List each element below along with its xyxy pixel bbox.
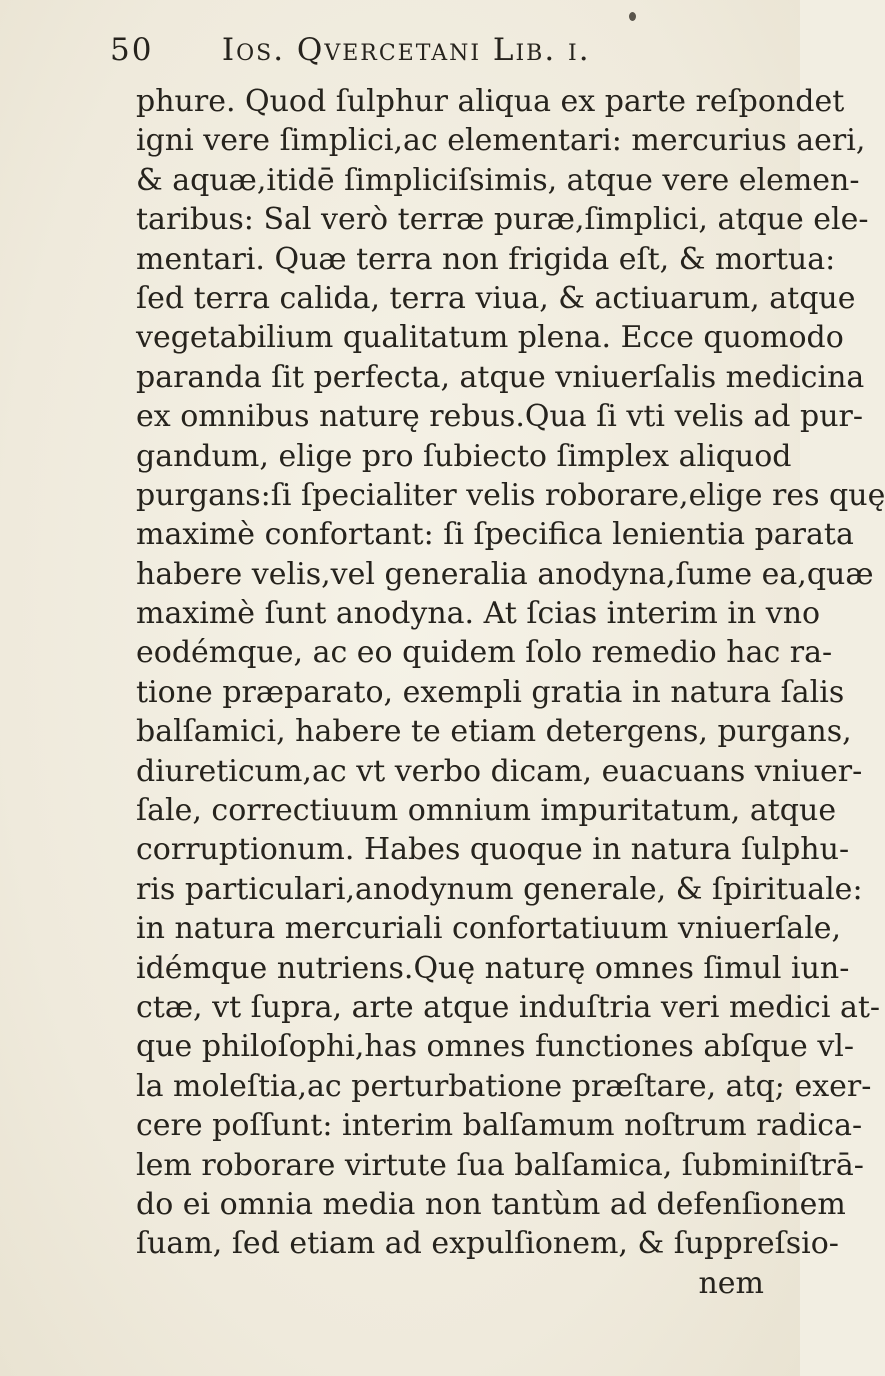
text-line: paranda ſit perfecta, atque vniuerſalis medicina: [136, 359, 865, 395]
text-line: taribus: Sal verò terræ puræ,ſimplici, atque ele-: [136, 202, 869, 238]
text-line: maximè ſunt anodyna. At ſcias interim in vno: [136, 596, 821, 632]
text-line: mentari. Quæ terra non frigida eſt, & mortua:: [136, 241, 836, 277]
body-text: [136, 82, 885, 1303]
running-title: Ios. Qvercetani Lib. i.: [221, 32, 591, 68]
text-line: igni vere ſimplici,ac elementari: mercurius aeri,: [136, 123, 866, 159]
text-line: ſuam, ſed etiam ad expulſionem, & ſuppreſsio-: [136, 1226, 839, 1262]
text-line: gandum, elige pro ſubiecto ſimplex aliquod: [136, 438, 792, 474]
text-line: & aquæ,itidē ſimpliciſsimis, atque vere elemen-: [136, 162, 860, 198]
text-line: ris particulari,anodynum generale, & ſpirituale:: [136, 871, 863, 907]
text-line: ſed terra calida, terra viua, & actiuarum, atque: [136, 280, 856, 316]
page-number: 50: [110, 32, 154, 68]
text-line: cere poſſunt: interim balſamum noſtrum radica-: [136, 1108, 863, 1144]
text-line: vegetabilium qualitatum plena. Ecce quomodo: [136, 320, 844, 356]
text-line: ctæ, vt ſupra, arte atque induſtria veri medici at-: [136, 989, 881, 1025]
text-line: tione præparato, exempli gratia in natura ſalis: [136, 674, 845, 710]
text-line: diureticum,ac vt verbo dicam, euacuans vniuer-: [136, 753, 863, 789]
text-line: lem roborare virtute ſua balſamica, ſubminiſtrā-: [136, 1147, 864, 1183]
running-head: [110, 32, 740, 78]
text-line: maximè confortant: ſi ſpecifica lenientia parata: [136, 517, 854, 553]
text-line: nem: [698, 1265, 764, 1301]
text-line: idémque nutriens.Quę naturę omnes ſimul iun-: [136, 950, 850, 986]
text-line: do ei omnia media non tantùm ad defenſionem: [136, 1186, 846, 1222]
text-line: ſale, correctiuum omnium impuritatum, atque: [136, 793, 837, 829]
text-line: phure. Quod ſulphur aliqua ex parte reſpondet: [136, 84, 845, 119]
text-line: la moleſtia,ac perturbatione præſtare, atq; exer-: [136, 1068, 872, 1104]
text-line: in natura mercuriali confortatiuum vniuerſale,: [136, 911, 842, 947]
text-line: corruptionum. Habes quoque in natura ſulphu-: [136, 832, 850, 868]
text-line: balſamici, habere te etiam detergens, purgans,: [136, 714, 852, 750]
text-line: habere velis,vel generalia anodyna,ſume ea,quæ: [136, 556, 874, 592]
text-line: ex omnibus naturę rebus.Qua ſi vti velis ad pur-: [136, 399, 864, 435]
text-line: purgans:ſi ſpecialiter velis roborare,elige res quę: [136, 477, 885, 513]
ink-speck: [629, 12, 636, 21]
text-line: eodémque, ac eo quidem ſolo remedio hac ra-: [136, 635, 833, 671]
text-line: que philoſophi,has omnes functiones abſque vl-: [136, 1029, 855, 1065]
